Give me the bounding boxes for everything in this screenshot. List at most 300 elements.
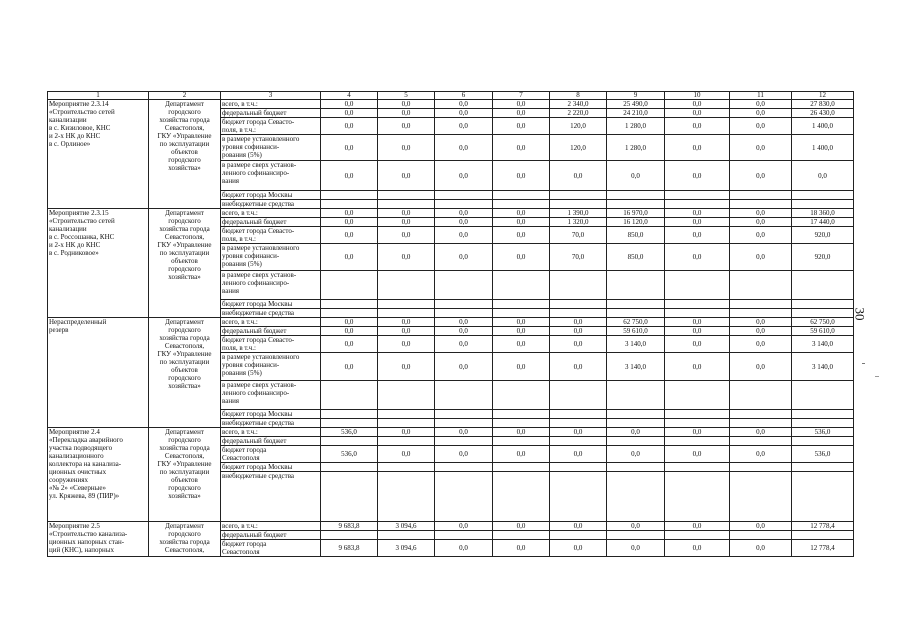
amount-cell: 0,0 [493, 218, 550, 227]
amount-cell [607, 437, 665, 446]
amount-cell: 0,0 [550, 336, 607, 353]
amount-cell [378, 200, 435, 209]
amount-cell: 16 120,0 [607, 218, 665, 227]
funding-source-cell [221, 271, 321, 300]
amount-cell: 0,0 [378, 100, 435, 109]
amount-cell: 0,0 [378, 336, 435, 353]
department-line: хозяйства города [159, 225, 210, 233]
funding-source-cell [221, 161, 321, 191]
amount-cell: 17 440,0 [792, 218, 854, 227]
amount-cell: 59 610,0 [607, 327, 665, 336]
funding-source-cell [221, 109, 321, 118]
amount-cell: 0,0 [435, 209, 493, 218]
funding-source-cell [221, 327, 321, 336]
activity-name-line: ул. Кряжева, 89 (ПИР)» [49, 492, 120, 500]
amount-cell: 0,0 [321, 209, 378, 218]
amount-cell: 0,0 [378, 227, 435, 244]
table-row [48, 100, 854, 109]
department-cell [149, 522, 221, 557]
department-line: по эксплуатации [159, 468, 210, 476]
department-line: хозяйства» [168, 273, 201, 281]
funding-source-cell [221, 118, 321, 135]
funding-source-cell [221, 244, 321, 271]
department-line: объектов [171, 257, 198, 265]
department-line: хозяйства города [159, 444, 210, 452]
funding-source-cell [221, 522, 321, 531]
funding-source-cell [221, 336, 321, 353]
amount-cell [607, 472, 665, 522]
amount-cell: 0,0 [665, 227, 730, 244]
amount-cell [792, 437, 854, 446]
amount-cell: 0,0 [550, 327, 607, 336]
funding-source-line: ленного софинансиро- [222, 279, 290, 287]
funding-source-cell [221, 410, 321, 419]
department-line: городского [168, 530, 201, 538]
amount-cell: 1 400,0 [792, 135, 854, 161]
amount-cell [435, 419, 493, 428]
amount-cell [550, 381, 607, 410]
amount-cell [493, 200, 550, 209]
amount-cell [435, 191, 493, 200]
amount-cell: 3 094,6 [378, 522, 435, 531]
activity-name-line: канализации [49, 116, 87, 124]
amount-cell: 2 220,0 [550, 109, 607, 118]
amount-cell [792, 419, 854, 428]
amount-cell: 0,0 [607, 428, 665, 437]
amount-cell: 0,0 [493, 428, 550, 437]
amount-cell [550, 437, 607, 446]
amount-cell: 0,0 [493, 135, 550, 161]
amount-cell: 0,0 [665, 353, 730, 381]
amount-cell: 0,0 [493, 244, 550, 271]
activity-name-cell [48, 522, 149, 557]
department-line: хозяйства города [159, 538, 210, 546]
amount-cell: 0,0 [550, 446, 607, 463]
amount-cell [378, 381, 435, 410]
amount-cell: 536,0 [792, 428, 854, 437]
amount-cell: 850,0 [607, 244, 665, 271]
funding-source-cell [221, 318, 321, 327]
activity-name-line: ционных напорных стан- [49, 538, 125, 546]
activity-name-line: резерв [49, 326, 69, 334]
department-line: Департамент [165, 100, 204, 108]
funding-source-line: бюджет города Севасто- [222, 118, 295, 126]
activity-name-line: коллектора на канализа- [49, 460, 122, 468]
column-number: 5 [378, 92, 435, 100]
funding-source-line: федеральный бюджет [222, 437, 287, 445]
amount-cell [730, 191, 792, 200]
amount-cell: 0,0 [730, 227, 792, 244]
amount-cell: 0,0 [607, 446, 665, 463]
amount-cell [435, 472, 493, 522]
amount-cell: 0,0 [730, 218, 792, 227]
funding-source-line: в размере установленного [222, 353, 300, 361]
amount-cell [378, 472, 435, 522]
amount-cell: 0,0 [435, 540, 493, 557]
amount-cell: 25 490,0 [607, 100, 665, 109]
funding-source-line: всего, в т.ч.: [222, 428, 258, 436]
amount-cell: 0,0 [493, 118, 550, 135]
department-line: Севастополя, [164, 342, 205, 350]
column-number: 2 [149, 92, 221, 100]
activity-name-line: Нераспределенный [49, 318, 107, 326]
funding-source-cell [221, 100, 321, 109]
amount-cell [792, 410, 854, 419]
amount-cell [321, 300, 378, 309]
funding-source-line: рования (5%) [222, 260, 262, 268]
department-line: городского [168, 484, 201, 492]
amount-cell [493, 191, 550, 200]
amount-cell: 920,0 [792, 227, 854, 244]
funding-source-line: бюджет города [222, 540, 267, 548]
amount-cell: 0,0 [665, 135, 730, 161]
amount-cell: 0,0 [378, 135, 435, 161]
amount-cell: 0,0 [730, 522, 792, 531]
amount-cell: 0,0 [321, 100, 378, 109]
funding-source-line: внебюджетные средства [222, 309, 295, 317]
amount-cell [378, 410, 435, 419]
amount-cell [665, 472, 730, 522]
amount-cell: 70,0 [550, 227, 607, 244]
department-line: Севастополя, [164, 546, 205, 554]
funding-source-cell [221, 381, 321, 410]
amount-cell: 0,0 [493, 446, 550, 463]
amount-cell [378, 463, 435, 472]
amount-cell: 0,0 [321, 109, 378, 118]
department-line: городского [168, 265, 201, 273]
amount-cell: 536,0 [321, 446, 378, 463]
funding-source-cell [221, 218, 321, 227]
amount-cell [435, 410, 493, 419]
amount-cell: 62 750,0 [792, 318, 854, 327]
amount-cell: 0,0 [607, 161, 665, 191]
amount-cell [792, 300, 854, 309]
amount-cell: 0,0 [378, 218, 435, 227]
table-row [48, 522, 854, 531]
amount-cell: 0,0 [665, 109, 730, 118]
activity-name-line: Мероприятие 2.3.14 [49, 100, 109, 108]
department-line: Департамент [165, 209, 204, 217]
amount-cell: 9 683,8 [321, 522, 378, 531]
budget-table-page [47, 91, 854, 557]
column-number: 12 [792, 92, 854, 100]
funding-source-line: федеральный бюджет [222, 109, 287, 117]
funding-source-cell [221, 463, 321, 472]
activity-name-line: «Строительство сетей [49, 217, 115, 225]
amount-cell [493, 309, 550, 318]
amount-cell: 0,0 [321, 244, 378, 271]
amount-cell: 1 280,0 [607, 135, 665, 161]
amount-cell: 0,0 [730, 353, 792, 381]
amount-cell [435, 381, 493, 410]
funding-source-line: рования (5%) [222, 369, 262, 377]
amount-cell [665, 300, 730, 309]
amount-cell: 0,0 [435, 161, 493, 191]
amount-cell: 0,0 [435, 227, 493, 244]
amount-cell [550, 300, 607, 309]
department-line: хозяйства» [168, 382, 201, 390]
amount-cell [665, 410, 730, 419]
department-line: ГКУ «Управление [157, 132, 212, 140]
amount-cell [730, 463, 792, 472]
activity-name-line: ций (КНС), напорных [49, 546, 114, 554]
amount-cell: 16 970,0 [607, 209, 665, 218]
amount-cell: 0,0 [321, 318, 378, 327]
amount-cell: 0,0 [493, 522, 550, 531]
amount-cell [493, 437, 550, 446]
amount-cell [607, 200, 665, 209]
amount-cell: 0,0 [550, 540, 607, 557]
amount-cell: 0,0 [792, 161, 854, 191]
department-line: объектов [171, 148, 198, 156]
activity-name-line: Мероприятие 2.3.15 [49, 209, 109, 217]
amount-cell: 0,0 [378, 161, 435, 191]
amount-cell: 3 140,0 [607, 353, 665, 381]
amount-cell [378, 531, 435, 540]
column-number: 11 [730, 92, 792, 100]
funding-source-line: уровня софинанси- [222, 252, 280, 260]
amount-cell: 18 360,0 [792, 209, 854, 218]
funding-source-line: бюджет города Москвы [222, 410, 293, 418]
amount-cell [730, 300, 792, 309]
activity-name-line: канализации [49, 225, 87, 233]
table-row [48, 318, 854, 327]
funding-source-cell [221, 200, 321, 209]
amount-cell [607, 271, 665, 300]
funding-source-cell [221, 472, 321, 522]
activity-name-line: канализационного [49, 452, 104, 460]
department-line: Департамент [165, 318, 204, 326]
activity-name-line: «Строительство сетей [49, 108, 115, 116]
amount-cell [792, 463, 854, 472]
amount-cell [321, 463, 378, 472]
scan-speck [875, 376, 879, 377]
amount-cell: 0,0 [378, 353, 435, 381]
amount-cell [665, 437, 730, 446]
amount-cell: 1 390,0 [550, 209, 607, 218]
funding-source-cell [221, 227, 321, 244]
department-line: Севастополя, [164, 452, 205, 460]
activity-name-line: в с. Орлиное» [49, 140, 91, 148]
amount-cell [435, 200, 493, 209]
funding-source-line: Севастополя [222, 548, 260, 556]
funding-source-line: вания [222, 397, 240, 405]
amount-cell: 0,0 [378, 446, 435, 463]
amount-cell: 0,0 [730, 428, 792, 437]
scan-speck [862, 363, 865, 364]
amount-cell: 0,0 [378, 118, 435, 135]
amount-cell: 0,0 [550, 161, 607, 191]
amount-cell: 0,0 [665, 209, 730, 218]
amount-cell: 0,0 [665, 218, 730, 227]
amount-cell: 0,0 [607, 540, 665, 557]
activity-name-line: в с. Кизиловое, КНС [49, 124, 111, 132]
department-cell [149, 100, 221, 209]
department-line: Севастополя, [164, 124, 205, 132]
amount-cell: 0,0 [493, 227, 550, 244]
amount-cell [378, 309, 435, 318]
amount-cell [435, 463, 493, 472]
activity-name-line: ционных очистных [49, 468, 107, 476]
activity-name-cell [48, 318, 149, 428]
funding-source-cell [221, 300, 321, 309]
funding-source-line: уровня софинанси- [222, 361, 280, 369]
amount-cell [321, 437, 378, 446]
amount-cell [378, 191, 435, 200]
amount-cell: 12 778,4 [792, 522, 854, 531]
department-line: ГКУ «Управление [157, 241, 212, 249]
funding-source-line: внебюджетные средства [222, 200, 295, 208]
amount-cell: 24 210,0 [607, 109, 665, 118]
amount-cell [792, 309, 854, 318]
activity-name-line: и 2-х НК до КНС [49, 241, 101, 249]
amount-cell: 0,0 [321, 161, 378, 191]
amount-cell: 0,0 [607, 522, 665, 531]
amount-cell: 0,0 [378, 109, 435, 118]
amount-cell [378, 419, 435, 428]
funding-source-line: внебюджетные средства [222, 419, 295, 427]
amount-cell: 0,0 [435, 318, 493, 327]
amount-cell: 0,0 [321, 118, 378, 135]
amount-cell: 0,0 [378, 244, 435, 271]
amount-cell: 120,0 [550, 118, 607, 135]
amount-cell: 0,0 [730, 100, 792, 109]
department-line: объектов [171, 476, 198, 484]
funding-source-line: поля, в т.ч.: [222, 126, 256, 134]
amount-cell [730, 472, 792, 522]
funding-source-line: поля, в т.ч.: [222, 344, 256, 352]
amount-cell: 0,0 [493, 109, 550, 118]
table-row [48, 428, 854, 437]
amount-cell: 0,0 [435, 100, 493, 109]
funding-source-cell [221, 428, 321, 437]
activity-name-line: в с. Родниковое» [49, 249, 99, 257]
amount-cell: 0,0 [665, 336, 730, 353]
funding-source-line: ленного софинансиро- [222, 169, 290, 177]
amount-cell: 920,0 [792, 244, 854, 271]
amount-cell: 0,0 [665, 161, 730, 191]
funding-source-line: в размере сверх установ- [222, 161, 297, 169]
amount-cell: 0,0 [378, 428, 435, 437]
amount-cell: 0,0 [665, 100, 730, 109]
column-number: 8 [550, 92, 607, 100]
amount-cell: 12 778,4 [792, 540, 854, 557]
amount-cell [493, 472, 550, 522]
amount-cell [321, 271, 378, 300]
amount-cell: 0,0 [378, 327, 435, 336]
amount-cell: 0,0 [665, 522, 730, 531]
amount-cell [378, 271, 435, 300]
department-cell [149, 318, 221, 428]
amount-cell [730, 271, 792, 300]
amount-cell: 0,0 [321, 353, 378, 381]
amount-cell [321, 200, 378, 209]
amount-cell: 0,0 [730, 327, 792, 336]
activity-name-line: Мероприятие 2.4 [49, 428, 100, 436]
amount-cell [321, 410, 378, 419]
amount-cell [607, 300, 665, 309]
amount-cell: 70,0 [550, 244, 607, 271]
amount-cell [550, 410, 607, 419]
amount-cell: 0,0 [321, 327, 378, 336]
amount-cell: 0,0 [665, 244, 730, 271]
amount-cell: 0,0 [493, 100, 550, 109]
amount-cell: 0,0 [730, 318, 792, 327]
amount-cell: 62 750,0 [607, 318, 665, 327]
amount-cell [493, 300, 550, 309]
department-line: Департамент [165, 522, 204, 530]
amount-cell: 0,0 [435, 218, 493, 227]
funding-source-line: федеральный бюджет [222, 327, 287, 335]
amount-cell [607, 463, 665, 472]
column-number: 7 [493, 92, 550, 100]
department-line: объектов [171, 366, 198, 374]
amount-cell: 0,0 [435, 109, 493, 118]
amount-cell: 0,0 [730, 161, 792, 191]
department-line: городского [168, 156, 201, 164]
amount-cell [792, 531, 854, 540]
budget-table [47, 91, 854, 557]
department-line: Севастополя, [164, 233, 205, 241]
amount-cell [550, 463, 607, 472]
department-cell [149, 209, 221, 318]
amount-cell: 0,0 [321, 336, 378, 353]
activity-name-line: участка подводящего [49, 444, 113, 452]
amount-cell: 26 430,0 [792, 109, 854, 118]
department-line: ГКУ «Управление [157, 350, 212, 358]
amount-cell: 0,0 [493, 327, 550, 336]
amount-cell [665, 191, 730, 200]
amount-cell [665, 463, 730, 472]
funding-source-line: рования (5%) [222, 151, 262, 159]
funding-source-line: уровня софинанси- [222, 143, 280, 151]
amount-cell: 0,0 [550, 353, 607, 381]
department-line: хозяйства города [159, 116, 210, 124]
amount-cell: 3 140,0 [607, 336, 665, 353]
funding-source-line: вания [222, 287, 240, 295]
amount-cell [321, 472, 378, 522]
amount-cell: 536,0 [321, 428, 378, 437]
amount-cell [321, 419, 378, 428]
amount-cell: 0,0 [493, 209, 550, 218]
funding-source-cell [221, 191, 321, 200]
amount-cell: 0,0 [665, 318, 730, 327]
amount-cell: 1 400,0 [792, 118, 854, 135]
funding-source-line: федеральный бюджет [222, 531, 287, 539]
amount-cell: 0,0 [730, 135, 792, 161]
activity-name-line: «Строительство канализа- [49, 530, 128, 538]
activity-name-cell [48, 209, 149, 318]
funding-source-line: бюджет города [222, 446, 267, 454]
activity-name-cell [48, 100, 149, 209]
funding-source-line: вания [222, 177, 240, 185]
column-number: 10 [665, 92, 730, 100]
amount-cell: 0,0 [550, 318, 607, 327]
amount-cell [792, 472, 854, 522]
amount-cell [607, 410, 665, 419]
amount-cell [607, 531, 665, 540]
amount-cell [435, 437, 493, 446]
amount-cell [665, 271, 730, 300]
funding-source-line: всего, в т.ч.: [222, 318, 258, 326]
funding-source-line: бюджет города Москвы [222, 300, 293, 308]
funding-source-line: в размере сверх установ- [222, 271, 297, 279]
funding-source-line: бюджет города Москвы [222, 463, 293, 471]
funding-source-line: всего, в т.ч.: [222, 100, 258, 108]
funding-source-line: внебюджетные средства [222, 472, 295, 480]
amount-cell [665, 381, 730, 410]
funding-source-line: всего, в т.ч.: [222, 522, 258, 530]
